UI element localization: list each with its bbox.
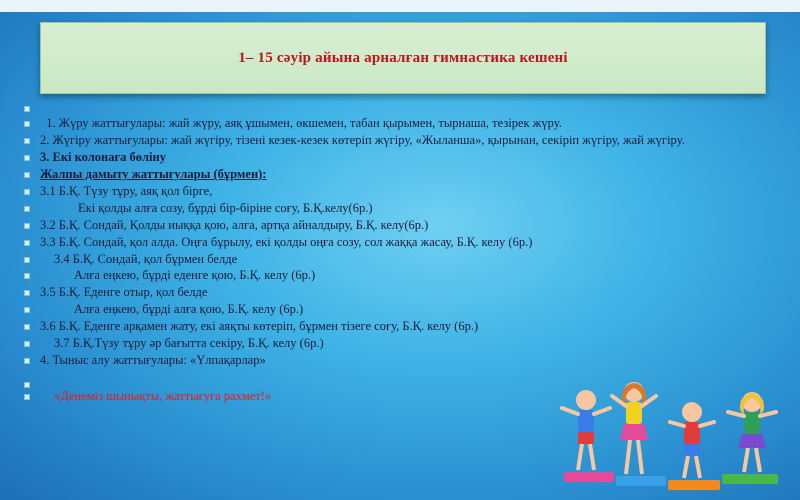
list-item: [20, 353, 790, 369]
child-figure: [562, 390, 610, 470]
list-item: [20, 150, 790, 166]
bullet-icon: [24, 121, 30, 127]
list-item: [20, 336, 790, 352]
general-exercises-heading: Жалпы дамыту жаттығулары (бұрмен):: [40, 167, 267, 182]
bullet-icon: [24, 106, 30, 112]
bullet-icon: [24, 189, 30, 195]
child-figure: [670, 402, 714, 478]
bullet-icon: [24, 138, 30, 144]
walking-exercises: 1. Жүру жаттығулары: жай жүру, аяқ ұшымен, өкшемен, табан қырымен, тырнаша, тезірек жүру.: [40, 116, 562, 131]
list-item: [20, 319, 790, 335]
bullet-icon: [24, 394, 30, 400]
list-item: [20, 184, 790, 200]
bullet-icon: [24, 382, 30, 388]
bullet-icon: [24, 155, 30, 161]
exercise-3-5: 3.5 Б.Қ. Еденге отыр, қол белде: [40, 285, 208, 300]
list-item: [20, 285, 790, 301]
exercise-3-6: 3.6 Б.Қ. Еденге арқамен жату, екі аяқты көтеріп, бұрмен тізеге соғу, Б.Қ. келу (6р.): [40, 319, 479, 334]
bullet-icon: [24, 290, 30, 296]
slide-title: 1– 15 сәуір айына арналған гимнастика кешені: [238, 49, 568, 66]
list-item: [20, 235, 790, 251]
list-item: [20, 218, 790, 234]
two-columns: 3. Екі колонаға бөліну: [40, 150, 166, 165]
children-exercising-illustration: [556, 378, 790, 496]
bullet-icon: [24, 324, 30, 330]
list-item: [20, 133, 790, 149]
exercise-3-1-detail: Екі қолды алға созу, бұрді бір-біріне соғу, Б.Қ.келу(6р.): [78, 200, 373, 215]
list-item: [20, 116, 790, 132]
bullet-icon: [24, 341, 30, 347]
child-figure: [728, 392, 776, 472]
exercise-3-7: 3.7 Б.Қ.Түзу тұру әр бағытта секіру, Б.Қ. келу (6р.): [54, 335, 324, 350]
list-item: [20, 101, 790, 115]
exercise-3-1: 3.1 Б.Қ. Түзу тұру, аяқ қол бірге,: [40, 183, 213, 198]
list-item: [20, 268, 790, 284]
breathing-exercises: 4. Тыныс алу жаттығулары: «Үлпақарлар»: [40, 352, 266, 367]
bullet-icon: [24, 240, 30, 246]
bullet-icon: [24, 172, 30, 178]
running-exercises: 2. Жүгіру жаттығулары: жай жүгіру, тізені кезек-кезек көтеріп жүгіру, «Жыланша», қырынан, секіріп жүгіру, жай жүгіру.: [40, 133, 685, 148]
list-item: [20, 167, 790, 183]
list-item: [20, 302, 790, 318]
exercise-3-4: 3.4 Б.Қ. Сондай, қол бұрмен белде: [54, 251, 238, 266]
exercise-3-3: 3.3 Б.Қ. Сондай, қол алда. Оңға бұрылу, екі қолды оңға созу, сол жаққа жасау, Б.Қ. келу (6р.): [40, 234, 533, 249]
mat: [564, 472, 614, 482]
child-figure: [612, 382, 656, 474]
exercise-3-5-detail: Алға еңкею, бұрді алға қою, Б.Қ. келу (6р.): [74, 302, 304, 317]
bullet-icon: [24, 307, 30, 313]
title-box: [40, 22, 766, 94]
content-list: [20, 101, 790, 406]
closing-phrase: «Денеміз шынықты, жаттығуға рахмет!»: [54, 389, 272, 404]
bullet-icon: [24, 223, 30, 229]
exercise-3-2: 3.2 Б.Қ. Сондай, Қолды иыққа қою, алға, артқа айналдыру, Б.Қ. келу(6р.): [40, 217, 429, 232]
list-item: [20, 201, 790, 217]
mat: [616, 476, 666, 486]
mat: [668, 480, 720, 490]
top-band: [0, 0, 800, 12]
bullet-icon: [24, 257, 30, 263]
list-item: [20, 252, 790, 268]
bullet-icon: [24, 358, 30, 364]
mat: [722, 474, 778, 484]
exercise-3-4-detail: Алға еңкею, бұрді еденге қою, Б.Қ. келу (6р.): [74, 268, 316, 283]
bullet-icon: [24, 206, 30, 212]
bullet-icon: [24, 273, 30, 279]
